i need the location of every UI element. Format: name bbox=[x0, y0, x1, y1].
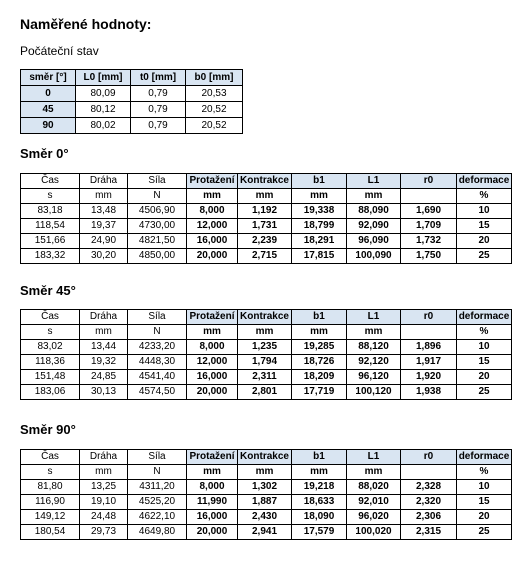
table-cell: 4541,40 bbox=[128, 370, 187, 385]
table-cell: 45 bbox=[21, 102, 76, 118]
header-cell: Dráha bbox=[80, 174, 128, 189]
table-cell: 2,320 bbox=[401, 495, 457, 510]
table-cell: 88,120 bbox=[347, 340, 401, 355]
table-cell: 8,000 bbox=[187, 340, 238, 355]
table-row bbox=[21, 385, 512, 400]
table-cell: 1,750 bbox=[401, 249, 457, 264]
table-cell: 19,32 bbox=[80, 355, 128, 370]
table-cell: 2,239 bbox=[238, 234, 292, 249]
table-cell: 18,726 bbox=[292, 355, 347, 370]
table-cell: 18,633 bbox=[292, 495, 347, 510]
measurement-table-45 bbox=[20, 309, 512, 400]
table-cell: 151,48 bbox=[21, 370, 80, 385]
header-cell: t0 [mm] bbox=[131, 70, 186, 86]
table-cell: 81,80 bbox=[21, 480, 80, 495]
table-cell: 16,000 bbox=[187, 370, 238, 385]
table-row bbox=[21, 86, 243, 102]
table-cell: 17,815 bbox=[292, 249, 347, 264]
unit-cell: mm bbox=[238, 189, 292, 204]
header-cell: Síla bbox=[128, 174, 187, 189]
table-cell: 12,000 bbox=[187, 219, 238, 234]
table-cell: 4311,20 bbox=[128, 480, 187, 495]
table-cell: 17,579 bbox=[292, 525, 347, 540]
table-cell: 16,000 bbox=[187, 510, 238, 525]
table-row bbox=[21, 249, 512, 264]
table-cell: 4649,80 bbox=[128, 525, 187, 540]
unit-cell bbox=[401, 325, 457, 340]
table-cell: 88,020 bbox=[347, 480, 401, 495]
header-row bbox=[21, 310, 512, 325]
table-cell: 19,285 bbox=[292, 340, 347, 355]
unit-cell: % bbox=[457, 189, 512, 204]
table-cell: 100,020 bbox=[347, 525, 401, 540]
unit-cell: mm bbox=[80, 189, 128, 204]
table-cell: 0,79 bbox=[131, 102, 186, 118]
unit-cell: mm bbox=[238, 465, 292, 480]
section-title: Směr 45° bbox=[20, 283, 76, 298]
header-cell: směr [°] bbox=[21, 70, 76, 86]
unit-cell: mm bbox=[80, 465, 128, 480]
table-cell: 19,37 bbox=[80, 219, 128, 234]
table-cell: 83,18 bbox=[21, 204, 80, 219]
table-cell: 19,10 bbox=[80, 495, 128, 510]
table-cell: 90 bbox=[21, 118, 76, 134]
table-cell: 116,90 bbox=[21, 495, 80, 510]
table-cell: 80,02 bbox=[76, 118, 131, 134]
table-row bbox=[21, 340, 512, 355]
table-cell: 2,328 bbox=[401, 480, 457, 495]
measurement-table-0 bbox=[20, 173, 512, 264]
table-cell: 15 bbox=[457, 495, 512, 510]
header-cell: Čas bbox=[21, 174, 80, 189]
unit-cell: N bbox=[128, 465, 187, 480]
table-cell: 10 bbox=[457, 480, 512, 495]
unit-cell: N bbox=[128, 189, 187, 204]
header-cell: b1 bbox=[292, 310, 347, 325]
table-cell: 19,338 bbox=[292, 204, 347, 219]
table-cell: 1,302 bbox=[238, 480, 292, 495]
table-cell: 100,120 bbox=[347, 385, 401, 400]
unit-cell: mm bbox=[187, 465, 238, 480]
table-cell: 24,90 bbox=[80, 234, 128, 249]
header-cell: Síla bbox=[128, 310, 187, 325]
table-cell: 183,32 bbox=[21, 249, 80, 264]
table-cell: 2,941 bbox=[238, 525, 292, 540]
table-cell: 88,090 bbox=[347, 204, 401, 219]
table-cell: 2,306 bbox=[401, 510, 457, 525]
table-row bbox=[21, 234, 512, 249]
table-row bbox=[21, 525, 512, 540]
table-cell: 2,430 bbox=[238, 510, 292, 525]
header-cell: deformace bbox=[457, 310, 512, 325]
header-cell: b1 bbox=[292, 174, 347, 189]
table-cell: 4622,10 bbox=[128, 510, 187, 525]
table-cell: 20,53 bbox=[186, 86, 243, 102]
table-cell: 118,36 bbox=[21, 355, 80, 370]
table-cell: 10 bbox=[457, 340, 512, 355]
table-cell: 1,896 bbox=[401, 340, 457, 355]
table-cell: 20,52 bbox=[186, 118, 243, 134]
header-row bbox=[21, 174, 512, 189]
table-cell: 20,000 bbox=[187, 385, 238, 400]
table-cell: 20,000 bbox=[187, 525, 238, 540]
header-cell: r0 bbox=[401, 174, 457, 189]
table-cell: 1,732 bbox=[401, 234, 457, 249]
table-cell: 2,715 bbox=[238, 249, 292, 264]
table-row bbox=[21, 495, 512, 510]
table-cell: 18,209 bbox=[292, 370, 347, 385]
unit-cell bbox=[401, 465, 457, 480]
header-cell: r0 bbox=[401, 310, 457, 325]
header-cell: Dráha bbox=[80, 450, 128, 465]
table-row bbox=[21, 118, 243, 134]
table-row bbox=[21, 510, 512, 525]
table-cell: 1,917 bbox=[401, 355, 457, 370]
table-cell: 18,090 bbox=[292, 510, 347, 525]
table-cell: 4506,90 bbox=[128, 204, 187, 219]
table-cell: 1,690 bbox=[401, 204, 457, 219]
document-title: Naměřené hodnoty: bbox=[20, 16, 152, 32]
table-cell: 92,120 bbox=[347, 355, 401, 370]
unit-cell: % bbox=[457, 325, 512, 340]
table-cell: 1,709 bbox=[401, 219, 457, 234]
table-cell: 13,48 bbox=[80, 204, 128, 219]
table-cell: 17,719 bbox=[292, 385, 347, 400]
table-row bbox=[21, 219, 512, 234]
table-cell: 30,20 bbox=[80, 249, 128, 264]
table-cell: 1,192 bbox=[238, 204, 292, 219]
table-cell: 18,291 bbox=[292, 234, 347, 249]
unit-cell: s bbox=[21, 465, 80, 480]
table-cell: 92,090 bbox=[347, 219, 401, 234]
measurement-table-90 bbox=[20, 449, 512, 540]
unit-cell: mm bbox=[292, 465, 347, 480]
table-cell: 20,000 bbox=[187, 249, 238, 264]
table-cell: 10 bbox=[457, 204, 512, 219]
unit-cell: s bbox=[21, 189, 80, 204]
table-cell: 4233,20 bbox=[128, 340, 187, 355]
header-cell: b1 bbox=[292, 450, 347, 465]
table-row bbox=[21, 370, 512, 385]
header-cell: L1 bbox=[347, 174, 401, 189]
section-title: Směr 0° bbox=[20, 146, 69, 161]
table-cell: 1,731 bbox=[238, 219, 292, 234]
table-cell: 96,020 bbox=[347, 510, 401, 525]
units-row bbox=[21, 325, 512, 340]
table-cell: 20 bbox=[457, 370, 512, 385]
table-cell: 1,938 bbox=[401, 385, 457, 400]
unit-cell: % bbox=[457, 465, 512, 480]
table-cell: 20 bbox=[457, 510, 512, 525]
table-cell: 11,990 bbox=[187, 495, 238, 510]
unit-cell: mm bbox=[347, 325, 401, 340]
table-cell: 30,13 bbox=[80, 385, 128, 400]
table-cell: 180,54 bbox=[21, 525, 80, 540]
table-cell: 2,311 bbox=[238, 370, 292, 385]
unit-cell: mm bbox=[238, 325, 292, 340]
table-cell: 4448,30 bbox=[128, 355, 187, 370]
table-cell: 96,120 bbox=[347, 370, 401, 385]
table-cell: 13,44 bbox=[80, 340, 128, 355]
header-cell: L0 [mm] bbox=[76, 70, 131, 86]
table-cell: 15 bbox=[457, 355, 512, 370]
table-cell: 0,79 bbox=[131, 118, 186, 134]
table-cell: 92,010 bbox=[347, 495, 401, 510]
table-cell: 4730,00 bbox=[128, 219, 187, 234]
table-cell: 20 bbox=[457, 234, 512, 249]
unit-cell: mm bbox=[187, 189, 238, 204]
header-cell: deformace bbox=[457, 174, 512, 189]
unit-cell: mm bbox=[347, 189, 401, 204]
header-cell: L1 bbox=[347, 310, 401, 325]
table-cell: 25 bbox=[457, 249, 512, 264]
unit-cell: mm bbox=[347, 465, 401, 480]
table-cell: 1,887 bbox=[238, 495, 292, 510]
table-cell: 0 bbox=[21, 86, 76, 102]
table-cell: 0,79 bbox=[131, 86, 186, 102]
table-cell: 80,09 bbox=[76, 86, 131, 102]
table-cell: 18,799 bbox=[292, 219, 347, 234]
table-cell: 149,12 bbox=[21, 510, 80, 525]
table-cell: 100,090 bbox=[347, 249, 401, 264]
table-row bbox=[21, 355, 512, 370]
table-row bbox=[21, 102, 243, 118]
header-cell: Dráha bbox=[80, 310, 128, 325]
header-cell: L1 bbox=[347, 450, 401, 465]
unit-cell: mm bbox=[292, 325, 347, 340]
table-cell: 4821,50 bbox=[128, 234, 187, 249]
header-cell: Síla bbox=[128, 450, 187, 465]
header-cell: Čas bbox=[21, 450, 80, 465]
table-cell: 183,06 bbox=[21, 385, 80, 400]
table-cell: 1,235 bbox=[238, 340, 292, 355]
table-cell: 19,218 bbox=[292, 480, 347, 495]
table-row bbox=[21, 480, 512, 495]
unit-cell bbox=[401, 189, 457, 204]
unit-cell: mm bbox=[80, 325, 128, 340]
header-cell: Čas bbox=[21, 310, 80, 325]
table-cell: 4574,50 bbox=[128, 385, 187, 400]
table-cell: 12,000 bbox=[187, 355, 238, 370]
table-cell: 2,315 bbox=[401, 525, 457, 540]
header-cell: Protažení bbox=[187, 174, 238, 189]
table-cell: 15 bbox=[457, 219, 512, 234]
units-row bbox=[21, 189, 512, 204]
header-row bbox=[21, 450, 512, 465]
table-cell: 16,000 bbox=[187, 234, 238, 249]
table-cell: 25 bbox=[457, 385, 512, 400]
table-cell: 24,85 bbox=[80, 370, 128, 385]
table-cell: 96,090 bbox=[347, 234, 401, 249]
section-title: Směr 90° bbox=[20, 422, 76, 437]
initial-state-subtitle: Počáteční stav bbox=[20, 44, 99, 58]
table-cell: 4525,20 bbox=[128, 495, 187, 510]
table-cell: 118,54 bbox=[21, 219, 80, 234]
table-cell: 83,02 bbox=[21, 340, 80, 355]
table-cell: 8,000 bbox=[187, 204, 238, 219]
table-cell: 80,12 bbox=[76, 102, 131, 118]
unit-cell: mm bbox=[292, 189, 347, 204]
table-cell: 25 bbox=[457, 525, 512, 540]
initial-state-table bbox=[20, 69, 243, 134]
header-cell: Kontrakce bbox=[238, 310, 292, 325]
unit-cell: s bbox=[21, 325, 80, 340]
unit-cell: mm bbox=[187, 325, 238, 340]
header-cell: r0 bbox=[401, 450, 457, 465]
header-cell: Kontrakce bbox=[238, 450, 292, 465]
header-cell: Protažení bbox=[187, 310, 238, 325]
table-cell: 2,801 bbox=[238, 385, 292, 400]
table-row bbox=[21, 204, 512, 219]
units-row bbox=[21, 465, 512, 480]
table-cell: 24,48 bbox=[80, 510, 128, 525]
initial-header-row bbox=[21, 70, 243, 86]
table-cell: 4850,00 bbox=[128, 249, 187, 264]
table-cell: 1,794 bbox=[238, 355, 292, 370]
table-cell: 13,25 bbox=[80, 480, 128, 495]
header-cell: Protažení bbox=[187, 450, 238, 465]
table-cell: 8,000 bbox=[187, 480, 238, 495]
header-cell: b0 [mm] bbox=[186, 70, 243, 86]
table-cell: 29,73 bbox=[80, 525, 128, 540]
unit-cell: N bbox=[128, 325, 187, 340]
header-cell: deformace bbox=[457, 450, 512, 465]
table-cell: 20,52 bbox=[186, 102, 243, 118]
table-cell: 151,66 bbox=[21, 234, 80, 249]
header-cell: Kontrakce bbox=[238, 174, 292, 189]
table-cell: 1,920 bbox=[401, 370, 457, 385]
